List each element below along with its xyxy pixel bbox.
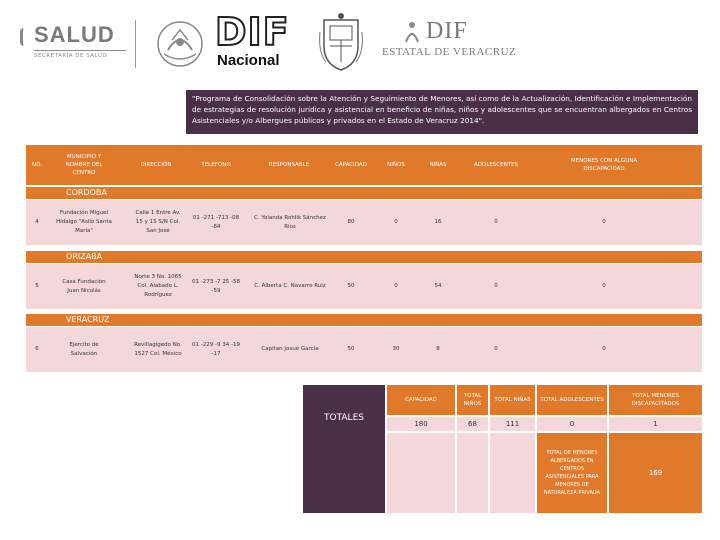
dif-veracruz-mark-icon bbox=[404, 20, 420, 44]
cell-ninos: 30 bbox=[392, 346, 400, 352]
salud-logo-word: SALUD bbox=[34, 22, 115, 47]
cell-ninas: 54 bbox=[434, 283, 442, 289]
total-header-discapacitados: TOTAL MENORES DISCAPACITADOS bbox=[609, 385, 702, 415]
cell-ninas: 8 bbox=[436, 346, 440, 352]
header-direccion: DIRECCIÓN bbox=[140, 162, 172, 168]
header-discapacidad: MENORES CON ALGUNA DISCAPACIDAD bbox=[570, 158, 638, 172]
cell-ninos: 0 bbox=[394, 283, 398, 289]
dif-nacional-subword: Nacional bbox=[217, 52, 280, 69]
cell-no: 6 bbox=[35, 346, 39, 352]
cell-responsable: C. Alberta C. Navarro Ruiz bbox=[254, 283, 326, 289]
totals-filler bbox=[490, 433, 535, 513]
total-capacidad: 180 bbox=[387, 417, 455, 431]
cell-direccion: Revillagigedo No. 1527 Col. México bbox=[134, 341, 182, 357]
cell-municipio: Casa Fundación Juan Nicolás bbox=[62, 278, 106, 294]
salud-underline bbox=[34, 50, 126, 51]
cell-telefono: 01 -229 -9 34 -19 -17 bbox=[192, 341, 240, 357]
total-adolescentes: 0 bbox=[537, 417, 607, 431]
cell-capacidad: 50 bbox=[347, 346, 355, 352]
cell-discapacidad: 0 bbox=[602, 219, 606, 225]
total-header-ninos: TOTAL NIÑOS bbox=[457, 385, 488, 415]
dif-nacional-logo bbox=[215, 10, 299, 70]
total-ninos: 68 bbox=[457, 417, 488, 431]
cell-adolescentes: 0 bbox=[494, 219, 498, 225]
salud-logo-subtitle: SECRETARÍA DE SALUD bbox=[34, 53, 108, 59]
totals-label: TOTALES bbox=[324, 413, 364, 423]
cell-direccion: Norte 3 No. 1065 Col. Alabado L. Rodríguez bbox=[134, 274, 182, 298]
cell-capacidad: 50 bbox=[347, 283, 355, 289]
veracruz-crest-icon bbox=[318, 12, 364, 72]
cell-ninas: 16 bbox=[434, 219, 442, 225]
header-adolescentes: ADOLESCENTES bbox=[473, 162, 519, 168]
salud-logo bbox=[20, 22, 132, 64]
header-municipio: MUNICIPIO Y NOMBRE DEL CENTRO bbox=[65, 154, 103, 176]
national-seal-icon bbox=[150, 16, 210, 72]
cell-no: 5 bbox=[35, 283, 39, 289]
table-row bbox=[26, 327, 702, 372]
totals-box bbox=[303, 385, 385, 513]
dif-veracruz-word: DIF bbox=[426, 18, 468, 44]
cell-capacidad: 80 bbox=[347, 219, 355, 225]
totals-filler bbox=[457, 433, 488, 513]
cell-no: 4 bbox=[35, 219, 39, 225]
header-ninas: NIÑAS bbox=[429, 162, 447, 168]
total-header-capacidad: CAPACIDAD bbox=[387, 385, 455, 415]
total-header-ninas: TOTAL NIÑAS bbox=[490, 385, 535, 415]
header-no: NO. bbox=[32, 162, 42, 168]
dif-veracruz-subtitle: ESTATAL DE VERACRUZ bbox=[382, 46, 517, 58]
section-cordoba: CORDOBA bbox=[26, 187, 702, 199]
totals-filler bbox=[387, 433, 455, 513]
salud-mark-icon bbox=[20, 28, 30, 46]
total-ninas: 111 bbox=[490, 417, 535, 431]
total-albergados-label: TOTAL DE MENORES ALBERGADOS EN CENTROS ASISTENCIALES PARA MENORES DE NATURALEZA PRIVADA bbox=[537, 433, 607, 513]
table-header bbox=[26, 145, 702, 185]
cell-discapacidad: 0 bbox=[602, 283, 606, 289]
cell-adolescentes: 0 bbox=[494, 283, 498, 289]
header-telefono: TELEFONO bbox=[201, 162, 231, 168]
total-discapacitados: 1 bbox=[609, 417, 702, 431]
section-orizaba: ORIZABA bbox=[26, 251, 702, 263]
section-veracruz: VERACRUZ bbox=[26, 314, 702, 326]
cell-telefono: 01 -273 -7 25 -58 -59 bbox=[192, 278, 240, 294]
cell-adolescentes: 0 bbox=[494, 346, 498, 352]
dif-veracruz-logo bbox=[382, 16, 522, 70]
cell-direccion: Calle 1 Entre Av. 15 y 15 S/N Col. San José bbox=[135, 210, 181, 234]
total-header-adolescentes: TOTAL ADOLESCENTES bbox=[537, 385, 607, 415]
cell-discapacidad: 0 bbox=[602, 346, 606, 352]
cell-municipio: Fundación Miguel Hidalgo "Asilo Santa María" bbox=[56, 210, 112, 234]
cell-responsable: Capitan Josué García bbox=[261, 346, 319, 352]
cell-responsable: C. Yolanda Rohlik Sánchez Ríos bbox=[254, 214, 326, 230]
header-responsable: RESPONSABLE bbox=[268, 162, 310, 168]
table-row bbox=[26, 200, 702, 245]
table-row bbox=[26, 264, 702, 309]
header-capacidad: CAPACIDAD bbox=[335, 162, 367, 168]
dif-nacional-word: DIF bbox=[215, 10, 290, 54]
program-title: "Programa de Consolidación sobre la Atención y Seguimiento de Menores, así como de la Actualización, Identificación e Implementación de estrategias de resolución jurídica y asistencial en beneficio de niñas, niños y adolescentes que se encuentran albergados en Centros Asistenciales y/o Albergues públicos y privados en el Estado de Veracruz 2014". bbox=[186, 90, 698, 134]
cell-ninos: 0 bbox=[394, 219, 398, 225]
header-ninos: NIÑOS bbox=[387, 162, 405, 168]
cell-telefono: 01 -271 -713 -08 -84 bbox=[192, 214, 240, 230]
logo-divider bbox=[135, 20, 136, 68]
cell-municipio: Ejercito de Salvación bbox=[69, 341, 99, 357]
total-albergados-value: 169 bbox=[609, 433, 702, 513]
